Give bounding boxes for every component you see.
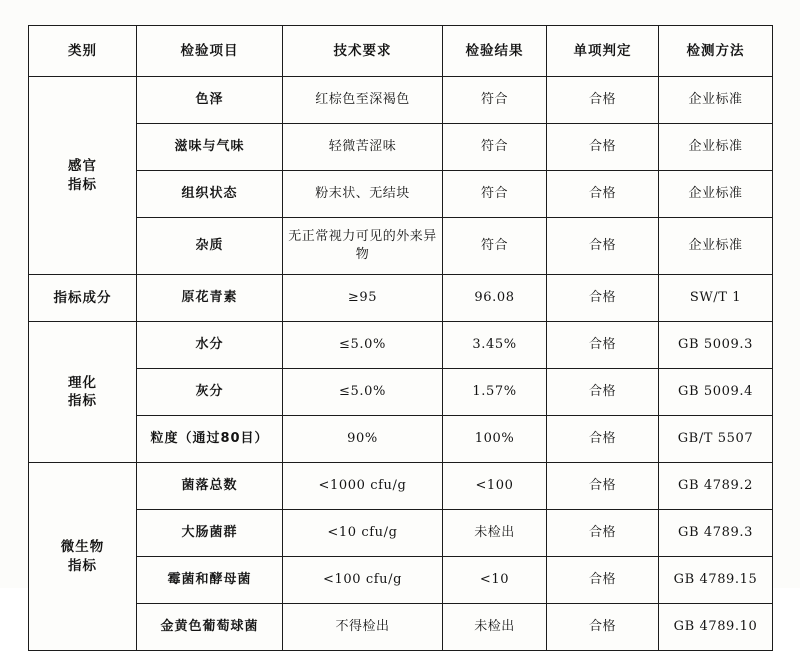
table-row — [29, 463, 773, 510]
judgement-cell: 合格 — [547, 510, 659, 557]
result-cell: <100 — [443, 463, 547, 510]
category-cell-sensory — [29, 77, 137, 275]
column-header-category: 类别 — [29, 26, 137, 77]
requirement-cell: ≤5.0% — [283, 322, 443, 369]
method-cell: GB 4789.3 — [659, 510, 773, 557]
result-cell: 符合 — [443, 171, 547, 218]
requirement-cell: 粉末状、无结块 — [283, 171, 443, 218]
method-cell: GB 4789.2 — [659, 463, 773, 510]
table-row — [29, 218, 773, 275]
method-cell: GB 4789.10 — [659, 604, 773, 651]
result-cell: 符合 — [443, 218, 547, 275]
requirement-cell: 90% — [283, 416, 443, 463]
requirement-cell: ≥95 — [283, 275, 443, 322]
result-cell: 3.45% — [443, 322, 547, 369]
method-cell: GB 5009.4 — [659, 369, 773, 416]
table-header-row — [29, 26, 773, 77]
item-cell: 杂质 — [137, 218, 283, 275]
column-header-result: 检验结果 — [443, 26, 547, 77]
result-cell: 未检出 — [443, 510, 547, 557]
result-cell: <10 — [443, 557, 547, 604]
requirement-cell: <10 cfu/g — [283, 510, 443, 557]
method-cell: 企业标准 — [659, 124, 773, 171]
judgement-cell: 合格 — [547, 604, 659, 651]
result-cell: 符合 — [443, 124, 547, 171]
category-cell-microbiological — [29, 463, 137, 651]
judgement-cell: 合格 — [547, 124, 659, 171]
judgement-cell: 合格 — [547, 463, 659, 510]
item-cell: 金黄色葡萄球菌 — [137, 604, 283, 651]
item-cell: 原花青素 — [137, 275, 283, 322]
judgement-cell: 合格 — [547, 557, 659, 604]
method-cell: 企业标准 — [659, 171, 773, 218]
item-cell: 色泽 — [137, 77, 283, 124]
spec-table-wrapper — [28, 25, 772, 651]
item-cell: 组织状态 — [137, 171, 283, 218]
requirement-cell: ≤5.0% — [283, 369, 443, 416]
requirement-cell: 轻微苦涩味 — [283, 124, 443, 171]
table-row — [29, 416, 773, 463]
category-line: 指标 — [68, 176, 97, 193]
table-row — [29, 322, 773, 369]
category-line: 指标 — [68, 557, 97, 574]
method-cell: GB 4789.15 — [659, 557, 773, 604]
method-cell: 企业标准 — [659, 218, 773, 275]
table-row — [29, 369, 773, 416]
category-line: 微生物 — [60, 539, 105, 556]
column-header-judgement: 单项判定 — [547, 26, 659, 77]
category-line: 理化 — [68, 374, 97, 391]
item-cell: 菌落总数 — [137, 463, 283, 510]
result-cell: 符合 — [443, 77, 547, 124]
item-cell: 大肠菌群 — [137, 510, 283, 557]
judgement-cell: 合格 — [547, 77, 659, 124]
category-cell-physicochemical — [29, 322, 137, 463]
requirement-cell: <1000 cfu/g — [283, 463, 443, 510]
column-header-item: 检验项目 — [137, 26, 283, 77]
method-cell: 企业标准 — [659, 77, 773, 124]
table-row — [29, 510, 773, 557]
table-row — [29, 275, 773, 322]
column-header-requirement: 技术要求 — [283, 26, 443, 77]
inspection-table — [28, 25, 773, 651]
item-cell: 粒度（通过80目） — [137, 416, 283, 463]
category-cell-indicator-component: 指标成分 — [29, 275, 137, 322]
item-cell: 霉菌和酵母菌 — [137, 557, 283, 604]
item-cell: 滋味与气味 — [137, 124, 283, 171]
column-header-method: 检测方法 — [659, 26, 773, 77]
category-line: 感官 — [68, 158, 97, 175]
table-row — [29, 77, 773, 124]
result-cell: 96.08 — [443, 275, 547, 322]
requirement-cell: 不得检出 — [283, 604, 443, 651]
judgement-cell: 合格 — [547, 171, 659, 218]
table-row — [29, 124, 773, 171]
requirement-cell: 红棕色至深褐色 — [283, 77, 443, 124]
requirement-cell: 无正常视力可见的外来异物 — [283, 218, 443, 275]
table-row — [29, 604, 773, 651]
method-cell: SW/T 1 — [659, 275, 773, 322]
judgement-cell: 合格 — [547, 218, 659, 275]
result-cell: 100% — [443, 416, 547, 463]
judgement-cell: 合格 — [547, 322, 659, 369]
table-row — [29, 171, 773, 218]
requirement-cell: <100 cfu/g — [283, 557, 443, 604]
item-cell: 水分 — [137, 322, 283, 369]
result-cell: 1.57% — [443, 369, 547, 416]
method-cell: GB/T 5507 — [659, 416, 773, 463]
category-line: 指标 — [68, 393, 97, 409]
item-cell: 灰分 — [137, 369, 283, 416]
result-cell: 未检出 — [443, 604, 547, 651]
table-row — [29, 557, 773, 604]
judgement-cell: 合格 — [547, 369, 659, 416]
judgement-cell: 合格 — [547, 416, 659, 463]
judgement-cell: 合格 — [547, 275, 659, 322]
method-cell: GB 5009.3 — [659, 322, 773, 369]
